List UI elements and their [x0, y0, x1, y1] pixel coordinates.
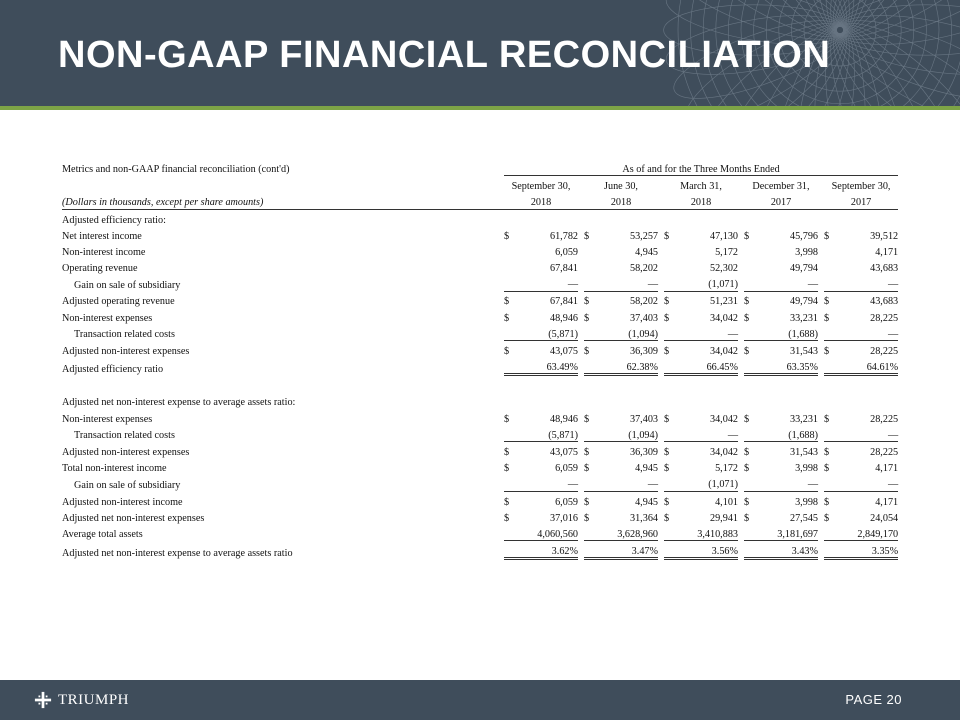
row-value: 61,782	[549, 230, 578, 242]
currency-symbol: $	[584, 312, 590, 324]
row-value: 4,945	[635, 463, 658, 475]
row-value: 52,302	[709, 263, 738, 275]
table-row	[62, 409, 898, 425]
row-value: 3,998	[795, 246, 818, 258]
symbol-spacer	[744, 274, 754, 291]
currency-symbol: $	[664, 230, 670, 242]
row-value: 4,945	[635, 496, 658, 508]
row-value: 3.47%	[594, 541, 658, 559]
symbol-spacer	[744, 324, 754, 341]
column-date: June 30,	[604, 181, 638, 193]
row-value: (1,688)	[754, 425, 818, 442]
row-label: Gain on sale of subsidiary	[74, 279, 181, 291]
row-label: Adjusted non-interest income	[62, 496, 183, 508]
currency-symbol: $	[504, 512, 510, 524]
row-value: 64.61%	[834, 357, 898, 375]
currency-symbol: $	[504, 463, 510, 475]
row-label: Adjusted net non-interest expenses	[62, 512, 205, 524]
row-label: Transaction related costs	[74, 430, 175, 442]
row-value: 37,016	[549, 512, 578, 524]
table-row	[62, 524, 898, 541]
row-value: 6,059	[555, 463, 578, 475]
currency-symbol: $	[824, 446, 830, 458]
currency-symbol: $	[664, 312, 670, 324]
symbol-spacer	[584, 258, 594, 274]
symbol-spacer	[504, 324, 514, 341]
currency-symbol: $	[824, 230, 830, 242]
row-value: 3,998	[795, 463, 818, 475]
row-value: 27,545	[789, 512, 818, 524]
currency-symbol: $	[744, 446, 750, 458]
symbol-spacer	[664, 524, 674, 541]
symbol-spacer	[584, 474, 594, 491]
row-value: (5,871)	[514, 324, 578, 341]
currency-symbol: $	[504, 446, 510, 458]
currency-symbol: $	[584, 346, 590, 358]
currency-symbol: $	[824, 413, 830, 425]
symbol-spacer	[824, 474, 834, 491]
symbol-spacer	[584, 242, 594, 258]
row-value: 33,231	[789, 413, 818, 425]
row-value: 4,101	[715, 496, 738, 508]
row-value: 48,946	[549, 413, 578, 425]
currency-symbol: $	[504, 496, 510, 508]
row-value: 39,512	[870, 230, 899, 242]
currency-symbol: $	[744, 296, 750, 308]
row-value: 28,225	[870, 312, 899, 324]
row-value: —	[674, 324, 738, 341]
cross-logo-icon	[34, 691, 52, 709]
table-caption: Metrics and non-GAAP financial reconciliation (cont'd)	[62, 164, 290, 176]
row-value: 33,231	[789, 312, 818, 324]
row-value: 58,202	[629, 263, 658, 275]
table-row	[62, 274, 898, 291]
row-value: (1,071)	[674, 474, 738, 491]
currency-symbol: $	[584, 463, 590, 475]
currency-symbol: $	[584, 496, 590, 508]
symbol-spacer	[664, 357, 674, 375]
row-value: 67,841	[549, 296, 578, 308]
symbol-spacer	[504, 425, 514, 442]
currency-symbol: $	[824, 463, 830, 475]
units-note: (Dollars in thousands, except per share amounts)	[62, 192, 498, 209]
row-value: 43,683	[870, 296, 899, 308]
row-value: 24,054	[870, 512, 899, 524]
table-row	[62, 324, 898, 341]
row-value: 58,202	[629, 296, 658, 308]
row-value: 51,231	[709, 296, 738, 308]
period-header: As of and for the Three Months Ended	[504, 159, 898, 176]
row-label: Non-interest expenses	[62, 312, 153, 324]
page-title: NON-GAAP FINANCIAL RECONCILIATION	[58, 34, 831, 76]
row-label: Total non-interest income	[62, 463, 167, 475]
symbol-spacer	[824, 541, 834, 559]
table-row	[62, 474, 898, 491]
row-value: 5,172	[715, 463, 738, 475]
row-label: Adjusted operating revenue	[62, 296, 175, 308]
row-value: (1,688)	[754, 324, 818, 341]
row-value: 34,042	[709, 446, 738, 458]
table-row	[62, 442, 898, 459]
column-date: September 30,	[831, 181, 891, 193]
row-label: Adjusted efficiency ratio	[62, 363, 164, 375]
currency-symbol: $	[824, 296, 830, 308]
slide-footer	[0, 680, 960, 720]
column-year: 2018	[584, 192, 658, 209]
row-value: 2,849,170	[834, 524, 898, 541]
section-spacer	[62, 375, 898, 393]
row-value: 49,794	[789, 263, 818, 275]
symbol-spacer	[744, 242, 754, 258]
currency-symbol: $	[664, 496, 670, 508]
row-label: Gain on sale of subsidiary	[74, 479, 181, 491]
currency-symbol: $	[664, 463, 670, 475]
row-value: 3,181,697	[754, 524, 818, 541]
currency-symbol: $	[584, 512, 590, 524]
currency-symbol: $	[504, 312, 510, 324]
table-row	[62, 508, 898, 524]
currency-symbol: $	[744, 413, 750, 425]
row-value: —	[594, 274, 658, 291]
row-label: Adjusted non-interest expenses	[62, 346, 190, 358]
table-header-row	[62, 159, 898, 176]
row-value: 45,796	[789, 230, 818, 242]
currency-symbol: $	[744, 496, 750, 508]
table-row	[62, 341, 898, 358]
currency-symbol: $	[744, 346, 750, 358]
currency-symbol: $	[584, 413, 590, 425]
symbol-spacer	[824, 258, 834, 274]
spacer-cell	[62, 375, 898, 393]
symbol-spacer	[824, 425, 834, 442]
symbol-spacer	[504, 274, 514, 291]
row-value: 3,410,883	[674, 524, 738, 541]
row-value: —	[674, 425, 738, 442]
row-value: 3.56%	[674, 541, 738, 559]
symbol-spacer	[584, 425, 594, 442]
table-row	[62, 308, 898, 324]
symbol-spacer	[504, 474, 514, 491]
row-value: 29,941	[709, 512, 738, 524]
column-date: March 31,	[680, 181, 722, 193]
row-value: 34,042	[709, 413, 738, 425]
row-value: 63.35%	[754, 357, 818, 375]
row-label: Adjusted net non-interest expense to average assets ratio	[62, 547, 293, 559]
row-value: —	[754, 474, 818, 491]
row-value: 67,841	[549, 263, 578, 275]
accent-rule	[0, 106, 960, 110]
table-row	[62, 491, 898, 508]
row-value: 28,225	[870, 413, 899, 425]
currency-symbol: $	[664, 446, 670, 458]
row-value: —	[834, 324, 898, 341]
symbol-spacer	[504, 242, 514, 258]
row-value: 37,403	[629, 312, 658, 324]
row-value: 43,075	[549, 346, 578, 358]
column-year: 2017	[744, 192, 818, 209]
row-value: 3.35%	[834, 541, 898, 559]
currency-symbol: $	[584, 296, 590, 308]
row-value: 3,628,960	[594, 524, 658, 541]
row-value: 31,543	[789, 446, 818, 458]
table-header-row	[62, 192, 898, 209]
row-value: 3.62%	[514, 541, 578, 559]
currency-symbol: $	[664, 413, 670, 425]
row-value: (5,871)	[514, 425, 578, 442]
row-value: 66.45%	[674, 357, 738, 375]
row-value: (1,094)	[594, 324, 658, 341]
symbol-spacer	[824, 524, 834, 541]
currency-symbol: $	[744, 463, 750, 475]
currency-symbol: $	[824, 496, 830, 508]
table-row	[62, 357, 898, 375]
row-value: 3,998	[795, 496, 818, 508]
page-number	[841, 692, 902, 707]
row-value: 34,042	[709, 346, 738, 358]
symbol-spacer	[664, 474, 674, 491]
symbol-spacer	[504, 357, 514, 375]
symbol-spacer	[744, 258, 754, 274]
symbol-spacer	[584, 541, 594, 559]
row-value: 36,309	[629, 446, 658, 458]
currency-symbol: $	[824, 512, 830, 524]
row-value: 47,130	[709, 230, 738, 242]
symbol-spacer	[664, 274, 674, 291]
symbol-spacer	[664, 541, 674, 559]
row-value: 6,059	[555, 496, 578, 508]
currency-symbol: $	[664, 296, 670, 308]
section-title: Adjusted net non-interest expense to average assets ratio:	[62, 397, 296, 409]
row-value: 4,060,560	[514, 524, 578, 541]
row-value: 34,042	[709, 312, 738, 324]
row-value: 36,309	[629, 346, 658, 358]
column-date: December 31,	[752, 181, 810, 193]
column-date: September 30,	[511, 181, 571, 193]
row-value: —	[754, 274, 818, 291]
symbol-spacer	[824, 242, 834, 258]
currency-symbol: $	[744, 312, 750, 324]
symbol-spacer	[584, 324, 594, 341]
symbol-spacer	[744, 474, 754, 491]
table-row	[62, 258, 898, 274]
row-value: 4,171	[875, 463, 899, 475]
row-value: 31,543	[789, 346, 818, 358]
row-value: 6,059	[555, 246, 578, 258]
table-row	[62, 291, 898, 308]
column-year: 2018	[504, 192, 578, 209]
currency-symbol: $	[824, 312, 830, 324]
column-year: 2018	[664, 192, 738, 209]
currency-symbol: $	[584, 446, 590, 458]
row-value: 43,075	[549, 446, 578, 458]
currency-symbol: $	[824, 346, 830, 358]
row-label: Transaction related costs	[74, 329, 175, 341]
reconciliation-table	[62, 159, 898, 560]
page-label: PAGE	[845, 692, 883, 707]
row-value: 4,171	[875, 496, 899, 508]
table-row	[62, 425, 898, 442]
currency-symbol: $	[744, 512, 750, 524]
symbol-spacer	[584, 524, 594, 541]
currency-symbol: $	[504, 346, 510, 358]
row-label: Net interest income	[62, 230, 142, 242]
row-label: Operating revenue	[62, 263, 138, 275]
row-label: Non-interest expenses	[62, 413, 153, 425]
currency-symbol: $	[664, 346, 670, 358]
row-value: 63.49%	[514, 357, 578, 375]
symbol-spacer	[584, 357, 594, 375]
row-value: 37,403	[629, 413, 658, 425]
row-value: —	[514, 274, 578, 291]
row-value: 49,794	[789, 296, 818, 308]
table-header-row	[62, 176, 898, 193]
symbol-spacer	[504, 541, 514, 559]
row-label: Adjusted non-interest expenses	[62, 446, 190, 458]
symbol-spacer	[744, 425, 754, 442]
row-value: 4,171	[875, 246, 899, 258]
currency-symbol: $	[664, 512, 670, 524]
symbol-spacer	[824, 274, 834, 291]
symbol-spacer	[824, 324, 834, 341]
row-value: 4,945	[635, 246, 658, 258]
table-row	[62, 541, 898, 559]
row-value: 5,172	[715, 246, 738, 258]
symbol-spacer	[664, 425, 674, 442]
logo-text: TRIUMPH	[58, 691, 130, 708]
table-row	[62, 242, 898, 258]
row-value: 3.43%	[754, 541, 818, 559]
table-row	[62, 458, 898, 474]
triumph-logo	[34, 690, 129, 710]
symbol-spacer	[504, 258, 514, 274]
row-label: Non-interest income	[62, 246, 146, 258]
row-value: —	[834, 474, 898, 491]
section-title-row	[62, 392, 898, 408]
row-value: 43,683	[870, 263, 899, 275]
row-value: 48,946	[549, 312, 578, 324]
symbol-spacer	[584, 274, 594, 291]
row-value: —	[834, 425, 898, 442]
currency-symbol: $	[744, 230, 750, 242]
section-title: Adjusted efficiency ratio:	[62, 214, 166, 226]
section-title-row	[62, 209, 898, 226]
row-value: 28,225	[870, 446, 899, 458]
symbol-spacer	[504, 524, 514, 541]
row-value: —	[514, 474, 578, 491]
row-value: 31,364	[629, 512, 658, 524]
symbol-spacer	[664, 324, 674, 341]
row-value: 28,225	[870, 346, 899, 358]
currency-symbol: $	[504, 230, 510, 242]
symbol-spacer	[744, 541, 754, 559]
column-year: 2017	[824, 192, 898, 209]
row-label: Average total assets	[62, 529, 143, 541]
row-value: 53,257	[629, 230, 658, 242]
row-value: (1,071)	[674, 274, 738, 291]
row-value: (1,094)	[594, 425, 658, 442]
table-row	[62, 226, 898, 242]
symbol-spacer	[744, 357, 754, 375]
currency-symbol: $	[504, 296, 510, 308]
currency-symbol: $	[504, 413, 510, 425]
slide-header	[0, 0, 960, 106]
symbol-spacer	[664, 258, 674, 274]
symbol-spacer	[824, 357, 834, 375]
page-number-value: 20	[886, 692, 902, 707]
header-spacer	[62, 176, 498, 193]
row-value: 62.38%	[594, 357, 658, 375]
currency-symbol: $	[584, 230, 590, 242]
symbol-spacer	[664, 242, 674, 258]
symbol-spacer	[744, 524, 754, 541]
row-value: —	[834, 274, 898, 291]
row-value: —	[594, 474, 658, 491]
